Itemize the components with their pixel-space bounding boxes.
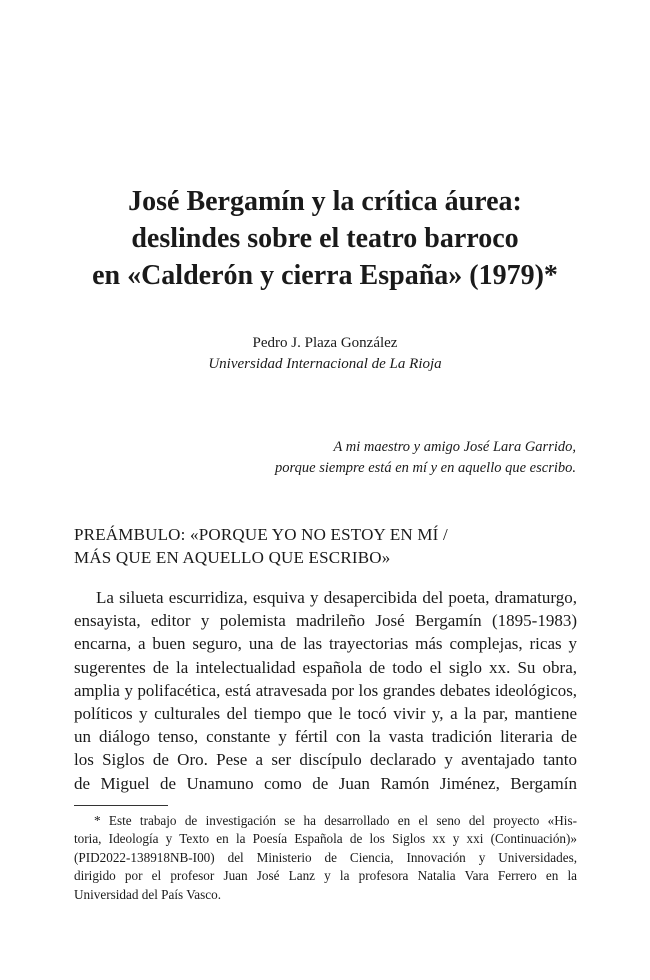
footnote xyxy=(74,812,577,904)
body-line: un diálogo tenso, constante y fértil con la vasta tradición literaria de xyxy=(74,727,577,747)
body-paragraph xyxy=(74,586,577,795)
footnote-divider xyxy=(74,805,168,806)
author-name: Pedro J. Plaza González xyxy=(252,335,398,351)
body-line: políticos y culturales del tiempo que le tocó vivir y, a la par, mantiene xyxy=(74,703,577,723)
body-line: ensayista, editor y polemista madrileño José Bergamín (1895-1983) xyxy=(74,611,577,631)
dedication-line-1: A mi maestro y amigo José Lara Garrido, xyxy=(333,439,576,455)
section-heading-line-1: PREÁMBULO: «PORQUE YO NO ESTOY EN MÍ / xyxy=(74,525,448,544)
body-line: encarna, a buen seguro, una de las trayectorias más complejas, ricas y xyxy=(74,634,577,654)
body-line: de Miguel de Unamuno como de Juan Ramón Jiménez, Bergamín xyxy=(74,773,577,793)
article-title xyxy=(40,183,610,294)
author-affiliation: Universidad Internacional de La Rioja xyxy=(208,356,442,372)
section-heading xyxy=(74,523,594,569)
section-heading-line-2: MÁS QUE EN AQUELLO QUE ESCRIBO» xyxy=(74,548,391,567)
body-line: los Siglos de Oro. Pese a ser discípulo declarado y aventajado tanto xyxy=(74,750,577,770)
title-line-1: José Bergamín y la crítica áurea: xyxy=(128,186,522,217)
footnote-line: toria, Ideología y Texto en la Poesía Española de los Siglos xx y xxi (Continuación)» xyxy=(74,831,577,847)
title-line-3: en «Calderón y cierra España» (1979)* xyxy=(92,260,558,291)
footnote-line: Universidad del País Vasco. xyxy=(74,886,221,902)
dedication-line-2: porque siempre está en mí y en aquello que escribo. xyxy=(275,460,576,476)
footnote-line: dirigido por el profesor Juan José Lanz y la profesora Natalia Vara Ferrero en la xyxy=(74,868,577,884)
dedication xyxy=(116,437,576,479)
body-line: sugerentes de la intelectualidad española de todo el siglo xx. Su obra, xyxy=(74,657,577,677)
author-block xyxy=(0,333,650,375)
footnote-line: (PID2022-138918NB-I00) del Ministerio de Ciencia, Innovación y Universidades, xyxy=(74,849,577,865)
body-line: La silueta escurridiza, esquiva y desapercibida del poeta, dramaturgo, xyxy=(96,588,577,607)
body-line: amplia y polifacética, está atravesada por los grandes debates ideológicos, xyxy=(74,680,577,700)
footnote-line: * Este trabajo de investigación se ha desarrollado en el seno del proyecto «His- xyxy=(94,813,577,828)
title-line-2: deslindes sobre el teatro barroco xyxy=(131,223,519,254)
